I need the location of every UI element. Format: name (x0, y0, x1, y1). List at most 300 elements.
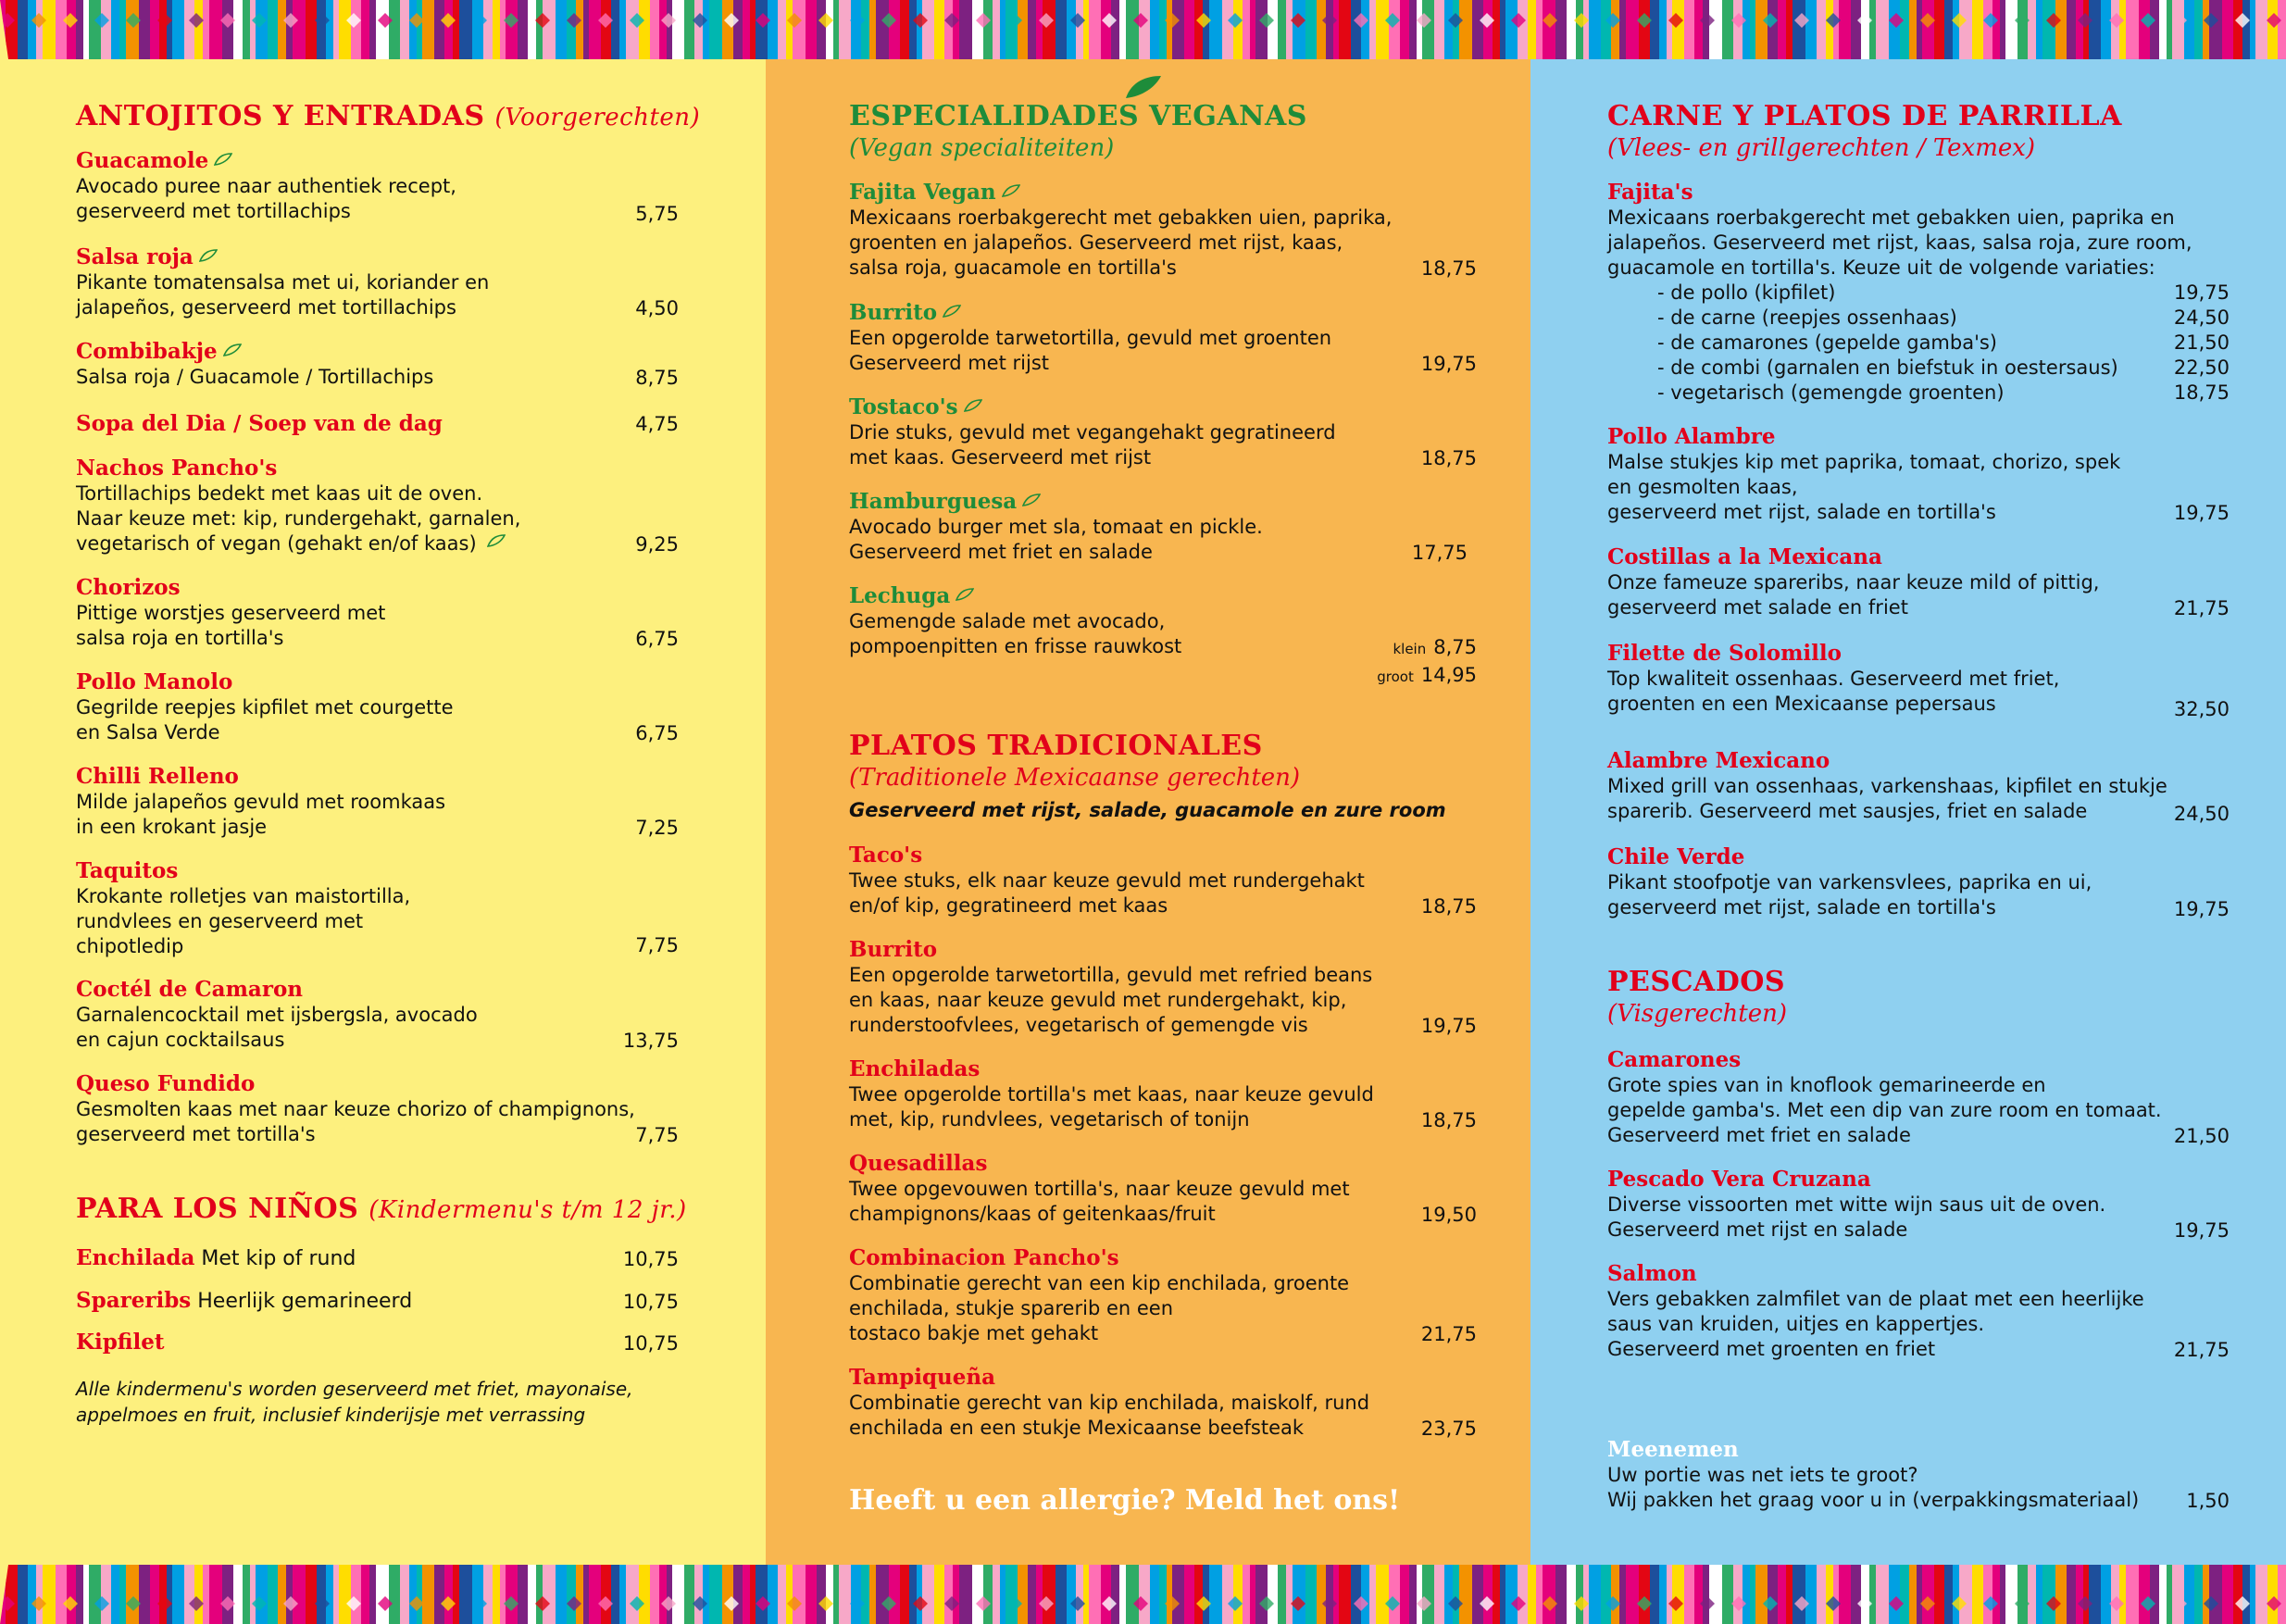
band-stripe (1339, 0, 1352, 67)
column-starters (0, 0, 766, 1624)
band-stripe (922, 1557, 935, 1624)
band-stripe (1194, 1557, 1204, 1624)
band-stripe (1889, 1557, 1901, 1624)
band-stripe (2036, 0, 2043, 67)
band-stripe (493, 1557, 501, 1624)
band-stripe (1417, 1557, 1423, 1624)
band-stripe (611, 1557, 620, 1624)
band-stripe (326, 1557, 334, 1624)
band-stripe (756, 1557, 768, 1624)
band-stripe (953, 1557, 960, 1624)
band-stripe (2184, 1557, 2195, 1624)
band-stripe (1659, 0, 1668, 67)
price-lechuga-klein: klein 8,75 (1393, 636, 1477, 658)
band-stripe (203, 1557, 210, 1624)
menu-item-taquitos: Taquitos Krokante rolletjes van maistortilla, rundvlees en geserveerd met chipotledip (76, 858, 411, 957)
band-stripe (659, 1557, 668, 1624)
price-kids-spareribs: 10,75 (622, 1291, 679, 1313)
band-stripe (1659, 1557, 1668, 1624)
band-stripe (2167, 0, 2173, 67)
band-stripe (333, 1557, 340, 1624)
band-stripe (1805, 0, 1818, 67)
band-stripe (1755, 1557, 1768, 1624)
band-stripe (1518, 1557, 1529, 1624)
band-stripe (743, 0, 751, 67)
section-subtitle-pescados: (Visgerechten) (1607, 1000, 1787, 1028)
band-stripe (536, 1557, 543, 1624)
band-stripe (1611, 1557, 1620, 1624)
band-stripe (1684, 1557, 1695, 1624)
band-stripe (993, 1557, 1001, 1624)
price-quesadillas: 19,50 (1420, 1204, 1477, 1226)
price-kids-kipfilet: 10,75 (622, 1332, 679, 1355)
band-stripe (1543, 0, 1556, 67)
band-stripe (1576, 0, 1584, 67)
band-stripe (1453, 1557, 1460, 1624)
band-stripe (1703, 1557, 1710, 1624)
price-burrito: 19,75 (1420, 1015, 1477, 1037)
band-stripe (2184, 0, 2195, 67)
band-stripe (1101, 1557, 1112, 1624)
band-stripe (1111, 0, 1120, 67)
band-stripe (576, 0, 584, 67)
band-stripe (506, 0, 518, 67)
band-stripe (1150, 0, 1160, 67)
band-stripe (1500, 1557, 1506, 1624)
band-stripe (1917, 0, 1923, 67)
band-stripe (1861, 0, 1870, 67)
band-stripe (1453, 0, 1460, 67)
band-stripe (543, 0, 556, 67)
band-stripe (722, 0, 734, 67)
band-stripe (556, 1557, 568, 1624)
band-stripe (1583, 1557, 1590, 1624)
band-stripe (409, 1557, 418, 1624)
band-stripe (1909, 1557, 1917, 1624)
band-stripe (1833, 1557, 1840, 1624)
band-stripe (444, 0, 454, 67)
band-stripe (2111, 0, 2120, 67)
band-stripe (1626, 0, 1640, 67)
band-stripe (1601, 1557, 1612, 1624)
band-stripe (944, 0, 954, 67)
band-stripe (1172, 0, 1185, 67)
band-stripe (2126, 1557, 2140, 1624)
price-coctel: 13,75 (622, 1030, 679, 1052)
band-stripe (861, 1557, 870, 1624)
band-stripe (209, 1557, 223, 1624)
band-stripe (2139, 0, 2151, 67)
band-stripe (1786, 1557, 1793, 1624)
band-stripe (817, 0, 827, 67)
band-stripe (778, 1557, 787, 1624)
band-stripe (351, 0, 362, 67)
band-stripe (1934, 1557, 1945, 1624)
band-stripe (1672, 1557, 1685, 1624)
band-stripe (500, 1557, 506, 1624)
price-combibakje: 8,75 (635, 367, 679, 389)
band-stripe (167, 1557, 173, 1624)
price-chilli-relleno: 7,25 (635, 817, 679, 839)
band-stripe (1043, 1557, 1056, 1624)
band-stripe (2278, 0, 2286, 67)
band-stripe (1119, 1557, 1127, 1624)
band-stripe (1203, 0, 1210, 67)
band-stripe (18, 1557, 29, 1624)
price-pescado-vera-cruzana: 19,75 (2173, 1219, 2230, 1242)
band-stripe (2159, 1557, 2167, 1624)
band-stripe (922, 0, 935, 67)
band-stripe (876, 0, 890, 67)
band-stripe (2167, 1557, 2173, 1624)
band-stripe (293, 1557, 306, 1624)
band-stripe (1305, 0, 1318, 67)
band-stripe (650, 1557, 660, 1624)
band-stripe (1194, 0, 1204, 67)
band-stripe (1543, 1557, 1556, 1624)
band-stripe (639, 0, 651, 67)
band-stripe (43, 1557, 56, 1624)
band-stripe (2017, 0, 2029, 67)
band-stripe (2267, 1557, 2279, 1624)
band-stripe (1805, 1557, 1818, 1624)
band-stripe (1167, 1557, 1173, 1624)
band-stripe (1119, 0, 1127, 67)
band-stripe (256, 0, 269, 67)
band-stripe (1369, 0, 1377, 67)
menu-item-pollo-alambre: Pollo Alambre Malse stukjes kip met paprika, tomaat, chorizo, spek en gesmolten kaas, geserveerd met rijst, salade en tortilla's (1607, 424, 2121, 523)
band-stripe (1376, 0, 1390, 67)
band-stripe (1826, 1557, 1834, 1624)
band-stripe (528, 1557, 537, 1624)
band-stripe (1222, 1557, 1234, 1624)
band-stripe (6, 0, 19, 67)
band-stripe (56, 0, 68, 67)
band-stripe (1076, 0, 1084, 67)
band-stripe (1233, 0, 1243, 67)
band-stripe (422, 0, 435, 67)
band-stripe (1139, 1557, 1151, 1624)
band-stripe (2005, 1557, 2018, 1624)
band-stripe (1817, 1557, 1827, 1624)
price-tostacos: 18,75 (1420, 447, 1477, 469)
section-subtitle-carne: (Vlees- en grillgerechten / Texmex) (1607, 134, 2036, 162)
tradicionales-note: Geserveerd met rijst, salade, guacamole en zure room (849, 799, 1446, 821)
band-stripe (453, 0, 460, 67)
band-stripe (1361, 0, 1370, 67)
band-stripe (1793, 0, 1806, 67)
band-stripe (1286, 0, 1293, 67)
band-stripe (126, 1557, 140, 1624)
band-stripe (278, 1557, 287, 1624)
band-stripe (1111, 1557, 1120, 1624)
band-stripe (1528, 0, 1537, 67)
band-stripe (1417, 0, 1423, 67)
vegan-leaf-icon (1022, 493, 1041, 506)
price-filette: 32,50 (2173, 698, 2230, 720)
band-stripe (1619, 0, 1627, 67)
band-stripe (453, 1557, 460, 1624)
band-stripe (1733, 0, 1743, 67)
band-stripe (839, 1557, 852, 1624)
band-stripe (1400, 1557, 1410, 1624)
band-stripe (36, 0, 44, 67)
band-stripe (1567, 0, 1577, 67)
band-stripe (1444, 1557, 1454, 1624)
band-stripe (583, 1557, 590, 1624)
band-stripe (0, 1557, 6, 1624)
band-stripe (1505, 0, 1518, 67)
band-stripe (389, 0, 401, 67)
band-stripe (2203, 0, 2210, 67)
band-stripe (900, 1557, 910, 1624)
band-stripe (2083, 0, 2090, 67)
band-stripe (76, 1557, 84, 1624)
price-enchiladas: 18,75 (1420, 1109, 1477, 1131)
band-stripe (1472, 0, 1484, 67)
price-guacamole: 5,75 (635, 203, 679, 225)
band-stripe (993, 0, 1001, 67)
band-stripe (1900, 0, 1910, 67)
band-stripe (786, 0, 793, 67)
band-stripe (709, 0, 723, 67)
band-stripe (1043, 0, 1056, 67)
band-stripe (1083, 0, 1090, 67)
kids-item-kipfilet: Kipfilet (76, 1330, 165, 1355)
section-title-tradicionales: PLATOS TRADICIONALES (849, 730, 1263, 762)
band-stripe (1953, 0, 1960, 67)
price-fajita-variation: 24,50 (2173, 306, 2230, 329)
band-stripe (667, 0, 673, 67)
band-stripe (733, 1557, 743, 1624)
band-stripe (222, 1557, 234, 1624)
band-stripe (768, 0, 779, 67)
band-stripe (1434, 1557, 1445, 1624)
band-stripe (376, 0, 390, 67)
section-subtitle-veganas: (Vegan specialiteiten) (849, 134, 1115, 162)
band-stripe (1983, 1557, 1993, 1624)
band-stripe (1089, 0, 1102, 67)
band-stripe (506, 1557, 518, 1624)
band-stripe (2111, 1557, 2120, 1624)
band-stripe (417, 1557, 423, 1624)
band-stripe (1703, 0, 1710, 67)
band-stripe (1900, 1557, 1910, 1624)
band-stripe (2172, 0, 2185, 67)
band-stripe (518, 1557, 529, 1624)
band-stripe (1583, 0, 1590, 67)
band-stripe (1089, 1557, 1102, 1624)
kids-item-enchilada: Enchilada Met kip of rund (76, 1245, 356, 1270)
menu-item-pollo-manolo: Pollo Manolo Gegrilde reepjes kipfilet met courgette en Salsa Verde (76, 669, 454, 743)
band-stripe (576, 1557, 584, 1624)
price-tampiquena: 23,75 (1420, 1418, 1477, 1440)
band-stripe (6, 1557, 19, 1624)
band-stripe (417, 0, 423, 67)
band-stripe (611, 0, 620, 67)
band-stripe (659, 0, 668, 67)
band-stripe (684, 1557, 695, 1624)
band-stripe (333, 0, 340, 67)
band-stripe (900, 0, 910, 67)
price-fajita-variation: 22,50 (2173, 356, 2230, 379)
band-stripe (869, 1557, 877, 1624)
band-stripe (361, 0, 370, 67)
kids-item-spareribs: Spareribs Heerlijk gemarineerd (76, 1288, 413, 1313)
band-stripe (703, 1557, 710, 1624)
band-stripe (250, 0, 256, 67)
band-stripe (1167, 0, 1173, 67)
band-stripe (1639, 1557, 1651, 1624)
band-stripe (268, 0, 279, 67)
band-stripe (2119, 0, 2127, 67)
price-chile-verde: 19,75 (2173, 898, 2230, 920)
band-stripe (2005, 0, 2018, 67)
band-stripe (172, 0, 185, 67)
band-stripe (194, 0, 204, 67)
band-stripe (639, 1557, 651, 1624)
band-stripe (1172, 1557, 1185, 1624)
band-stripe (567, 1557, 577, 1624)
band-stripe (250, 1557, 256, 1624)
band-stripe (1472, 1557, 1484, 1624)
band-stripe (750, 1557, 756, 1624)
band-stripe (1778, 1557, 1787, 1624)
band-stripe (83, 1557, 90, 1624)
band-stripe (1159, 0, 1168, 67)
band-stripe (983, 1557, 993, 1624)
band-stripe (203, 0, 210, 67)
band-stripe (1555, 0, 1568, 67)
vegan-leaf-icon (214, 153, 232, 166)
allergy-notice: Heeft u een allergie? Meld het ons! (849, 1484, 1401, 1517)
band-stripe (756, 0, 768, 67)
price-sopa: 4,75 (635, 413, 679, 435)
band-stripe (89, 1557, 102, 1624)
band-stripe (2089, 1557, 2102, 1624)
band-stripe (1184, 1557, 1195, 1624)
band-stripe (1917, 1557, 1923, 1624)
band-stripe (339, 0, 352, 67)
band-stripe (1934, 0, 1945, 67)
price-hamburguesa: 17,75 (1411, 542, 1468, 564)
menu-item-salsa-roja: Salsa roja Pikante tomatensalsa met ui, koriander en jalapeños, geserveerd met tortillachips (76, 244, 490, 319)
menu-item-lechuga: Lechuga Gemengde salade met avocado, pompoenpitten en frisse rauwkost (849, 583, 1182, 657)
band-stripe (2101, 1557, 2112, 1624)
band-stripe (1567, 1557, 1577, 1624)
band-stripe (361, 1557, 370, 1624)
band-stripe (119, 1557, 127, 1624)
band-stripe (434, 0, 445, 67)
band-stripe (972, 1557, 984, 1624)
band-stripe (793, 1557, 806, 1624)
band-stripe (2209, 0, 2223, 67)
band-stripe (1839, 1557, 1852, 1624)
band-stripe (2150, 0, 2160, 67)
band-stripe (1150, 1557, 1160, 1624)
band-stripe (626, 1557, 640, 1624)
band-stripe (1817, 0, 1827, 67)
price-queso-fundido: 7,75 (635, 1124, 679, 1146)
band-stripe (806, 0, 818, 67)
menu-item-fajitas: Fajita's Mexicaans roerbakgerecht met gebakken uien, paprika en jalapeños. Geserveerd met rijst, kaas, salsa roja, zure room, guacamole en tortilla's. Keuze uit de volgende variaties: (1607, 180, 2192, 279)
band-stripe (67, 1557, 77, 1624)
price-kids-enchilada: 10,75 (622, 1248, 679, 1270)
band-stripe (101, 1557, 112, 1624)
band-stripe (1444, 0, 1454, 67)
band-stripe (409, 0, 418, 67)
band-stripe (286, 0, 294, 67)
band-stripe (1209, 1557, 1223, 1624)
vegan-leaf-icon (1002, 184, 1020, 197)
band-stripe (2194, 0, 2204, 67)
band-stripe (1434, 0, 1445, 67)
band-stripe (1268, 0, 1279, 67)
band-stripe (1268, 1557, 1279, 1624)
band-stripe (833, 1557, 840, 1624)
band-stripe (172, 1557, 185, 1624)
band-stripe (1839, 0, 1852, 67)
band-stripe (2083, 1557, 2090, 1624)
band-stripe (694, 0, 704, 67)
band-stripe (650, 0, 660, 67)
band-stripe (2042, 1557, 2056, 1624)
band-stripe (472, 1557, 484, 1624)
vegan-leaf-icon (943, 305, 961, 318)
band-stripe (1018, 0, 1029, 67)
band-stripe (1793, 1557, 1806, 1624)
band-stripe (28, 0, 37, 67)
band-stripe (1493, 0, 1501, 67)
band-stripe (1869, 1557, 1877, 1624)
band-stripe (672, 1557, 685, 1624)
band-stripe (861, 0, 870, 67)
band-stripe (1459, 0, 1473, 67)
price-meenemen: 1,50 (2186, 1490, 2230, 1512)
band-stripe (703, 0, 710, 67)
band-stripe (1611, 0, 1620, 67)
menu-item-tostacos: Tostaco's Drie stuks, gevuld met vegangehakt gegratineerd met kaas. Geserveerd met rijst (849, 394, 1336, 468)
band-stripe (2194, 1557, 2204, 1624)
price-fajita-variation: 19,75 (2173, 281, 2230, 304)
band-stripe (694, 1557, 704, 1624)
band-stripe (601, 1557, 612, 1624)
band-stripe (434, 1557, 445, 1624)
band-stripe (1483, 0, 1493, 67)
band-stripe (1250, 1557, 1256, 1624)
band-stripe (184, 0, 195, 67)
band-stripe (1139, 0, 1151, 67)
band-stripe (1422, 1557, 1435, 1624)
band-stripe (2172, 1557, 2185, 1624)
band-stripe (1326, 0, 1334, 67)
band-stripe (972, 0, 984, 67)
band-stripe (369, 0, 377, 67)
band-stripe (0, 0, 6, 67)
decorative-top-band (0, 0, 2286, 67)
band-stripe (243, 0, 251, 67)
band-stripe (233, 0, 244, 67)
price-costillas: 21,75 (2173, 597, 2230, 619)
band-stripe (1000, 1557, 1006, 1624)
band-stripe (1750, 0, 1756, 67)
band-stripe (806, 1557, 818, 1624)
band-stripe (1400, 0, 1410, 67)
band-stripe (722, 1557, 734, 1624)
band-stripe (619, 0, 627, 67)
band-stripe (1626, 1557, 1640, 1624)
vegan-leaf-logo-icon (1122, 74, 1163, 100)
